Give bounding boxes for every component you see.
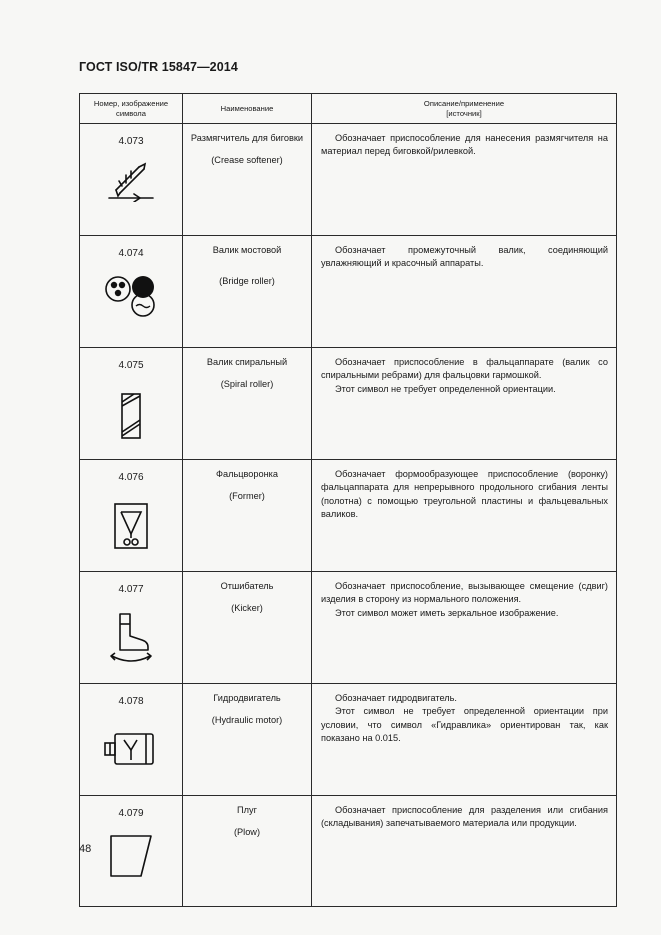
description-text: Этот символ может иметь зеркальное изображение. [335,607,559,618]
description-text: Обозначает гидродвигатель. [335,693,457,703]
symbol-cell [80,684,183,796]
description-cell [312,124,617,236]
column-header-description [312,94,617,124]
crease-softener-icon [106,160,156,202]
name-cell [183,348,312,460]
kicker-icon [106,612,156,666]
name-en: (Plow) [233,827,261,838]
table-row [80,460,617,572]
symbol-cell [80,348,183,460]
name-cell [183,684,312,796]
table-row [80,796,617,907]
name-en: (Spiral roller) [220,379,274,390]
name-en: (Kicker) [231,603,263,614]
table-row [80,684,617,796]
plow-icon [108,832,154,880]
name-ru: Отшибатель [220,581,274,591]
page-number: 48 [79,843,92,855]
name-cell [183,796,312,907]
spiral-roller-icon [116,392,146,440]
symbol-number: 4.073 [118,136,144,147]
name-en: (Former) [229,491,265,502]
description-text: Обозначает приспособление, вызывающее смещение (сдвиг) изделия в сторону из нормального положения. [321,581,608,605]
symbol-cell [80,236,183,348]
symbol-cell [80,460,183,572]
description-cell [312,796,617,907]
description-text: Обозначает промежуточный валик, соединяющий увлажняющий и красочный аппараты. [321,245,608,269]
name-cell [183,460,312,572]
document-title: ГОСТ ISO/TR 15847—2014 [79,60,238,74]
symbol-number: 4.075 [118,360,144,371]
symbol-cell [80,796,183,907]
description-text: Этот символ не требует определенной ориентации при условии, что символ «Гидравлика» ориентирован так, как показано на 0.015. [321,706,608,744]
name-ru: Фальцворонка [215,469,279,479]
former-icon [111,502,151,550]
name-en: (Crease softener) [211,155,283,166]
name-ru: Валик спиральный [206,357,288,367]
symbol-cell [80,124,183,236]
symbols-table [79,93,617,907]
symbol-cell [80,572,183,684]
name-cell [183,236,312,348]
description-cell [312,684,617,796]
table-row [80,572,617,684]
description-text: Обозначает приспособление для нанесения размягчителя на материал перед биговкой/рилевкой. [321,133,608,157]
column-header-name: Наименование [183,94,312,124]
description-cell [312,236,617,348]
description-cell [312,460,617,572]
symbol-number: 4.076 [118,472,144,483]
hydraulic-motor-icon [103,732,159,766]
column-header-description-line1: Описание/применение [423,98,505,108]
symbol-number: 4.074 [118,248,144,259]
name-ru: Плуг [237,805,257,815]
column-header-description-line2: [источник] [446,108,482,118]
name-ru: Валик мостовой [212,245,282,255]
symbol-number: 4.078 [118,696,144,707]
name-ru: Размягчитель для биговки [190,133,304,143]
bridge-roller-icon [104,272,158,318]
description-text: Этот символ не требует определенной ориентации. [335,383,556,394]
table-row [80,348,617,460]
symbol-number: 4.079 [118,808,144,819]
name-ru: Гидродвигатель [213,693,281,703]
name-en: (Hydraulic motor) [211,715,283,726]
symbol-number: 4.077 [118,584,144,595]
table-row [80,124,617,236]
description-text: Обозначает приспособление для разделения или сгибания (складывания) запечатываемого материала или продукции. [321,805,608,829]
name-en: (Bridge roller) [219,276,275,287]
description-cell [312,348,617,460]
table-row [80,236,617,348]
column-header-symbol: Номер, изображение символа [80,94,183,124]
name-cell [183,572,312,684]
description-text: Обозначает приспособление в фальцаппарате (валик со спиральными ребрами) для фальцовки гармошкой. [321,357,608,381]
table-header-row [80,94,617,124]
name-cell [183,124,312,236]
description-cell [312,572,617,684]
description-text: Обозначает формообразующее приспособление (воронку) фальцаппарата для непрерывного продольного сгибания ленты (полотна) с помощью треугольной пластины и фальцевальных валиков. [321,469,608,520]
